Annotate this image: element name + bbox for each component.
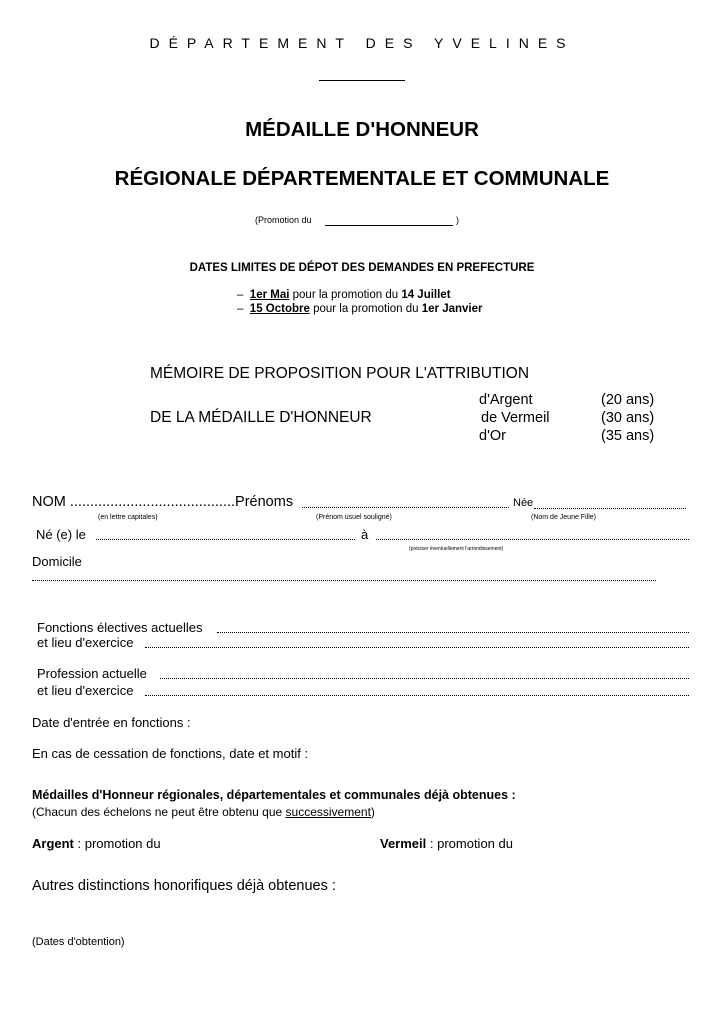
cessation-label: En cas de cessation de fonctions, date et motif : (32, 746, 309, 761)
domicile-label: Domicile (32, 554, 82, 569)
lieu-exercice-2-label: et lieu d'exercice (37, 683, 134, 698)
nee-hint: (Nom de Jeune Fille) (531, 514, 596, 521)
prenom-hint: (Prénom usuel souligné) (316, 514, 392, 521)
ne-le-field[interactable] (96, 539, 355, 540)
lieu-exercice-1-label: et lieu d'exercice (37, 635, 134, 650)
ne-le-label: Né (e) le (36, 527, 86, 542)
level-vermeil-years: (30 ans) (601, 410, 655, 426)
promotion-field[interactable] (325, 225, 453, 226)
department-header: DÉPARTEMENT DES YVELINES (149, 35, 575, 51)
deadlines-heading: DATES LIMITES DE DÉPOT DES DEMANDES EN PREFECTURE (189, 262, 535, 274)
level-or: d'Or (479, 428, 506, 444)
deadline-text: pour la promotion du (289, 289, 402, 301)
level-vermeil: de Vermeil (481, 410, 550, 426)
profession-label: Profession actuelle (37, 666, 147, 681)
fonctions-label: Fonctions électives actuelles (37, 620, 203, 635)
deadline-promo: 14 Juillet (401, 289, 451, 301)
date-entree-label: Date d'entrée en fonctions : (32, 715, 191, 730)
nom-field[interactable]: ......................................... (69, 494, 236, 510)
ne-hint: (préciser éventuellement l'arrondissement) (409, 546, 504, 552)
deadline-item-1 (237, 289, 451, 301)
memoire-line-1: MÉMOIRE DE PROPOSITION POUR L'ATTRIBUTION (150, 365, 530, 382)
promotion-label: (Promotion du (255, 215, 312, 225)
nom-hint: (en lettre capitales) (98, 514, 158, 521)
deadline-dash: – (237, 289, 244, 301)
level-or-years: (35 ans) (601, 428, 655, 444)
deadline-date: 15 Octobre (249, 303, 310, 315)
level-argent-years: (20 ans) (601, 392, 655, 408)
medals-note: (Chacun des échelons ne peut être obtenu que successivement) (32, 805, 375, 819)
profession-field[interactable] (160, 678, 689, 679)
lieu-exercice-2-field[interactable] (145, 695, 689, 696)
deadline-promo: 1er Janvier (421, 303, 483, 315)
lieu-naissance-field[interactable] (376, 539, 689, 540)
nee-label: Née (513, 497, 534, 509)
level-argent: d'Argent (479, 392, 533, 408)
prenoms-label: Prénoms (235, 494, 294, 510)
a-label: à (361, 527, 369, 542)
autres-heading: Autres distinctions honorifiques déjà obtenues : (32, 878, 336, 894)
title-line-1: MÉDAILLE D'HONNEUR (245, 118, 479, 141)
memoire-line-2: DE LA MÉDAILLE D'HONNEUR (150, 409, 372, 426)
deadline-date: 1er Mai (249, 289, 290, 301)
argent-promotion: Argent : promotion du (32, 836, 161, 851)
nom-label: NOM .........................................Prénoms (32, 494, 294, 510)
vermeil-promotion: Vermeil : promotion du (380, 836, 513, 851)
deadline-dash: – (237, 303, 244, 315)
fonctions-field[interactable] (217, 632, 689, 633)
dates-obtention: (Dates d'obtention) (32, 936, 125, 948)
lieu-exercice-1-field[interactable] (145, 647, 689, 648)
deadline-text: pour la promotion du (309, 303, 422, 315)
prenoms-field[interactable] (302, 507, 509, 508)
domicile-field[interactable] (32, 580, 656, 581)
header-rule (319, 80, 405, 81)
promotion-close: ) (456, 215, 459, 225)
deadline-item-2 (237, 303, 483, 315)
medals-heading: Médailles d'Honneur régionales, départementales et communales déjà obtenues : (32, 788, 516, 802)
nee-field[interactable] (534, 508, 686, 509)
title-line-2: RÉGIONALE DÉPARTEMENTALE ET COMMUNALE (114, 167, 610, 190)
